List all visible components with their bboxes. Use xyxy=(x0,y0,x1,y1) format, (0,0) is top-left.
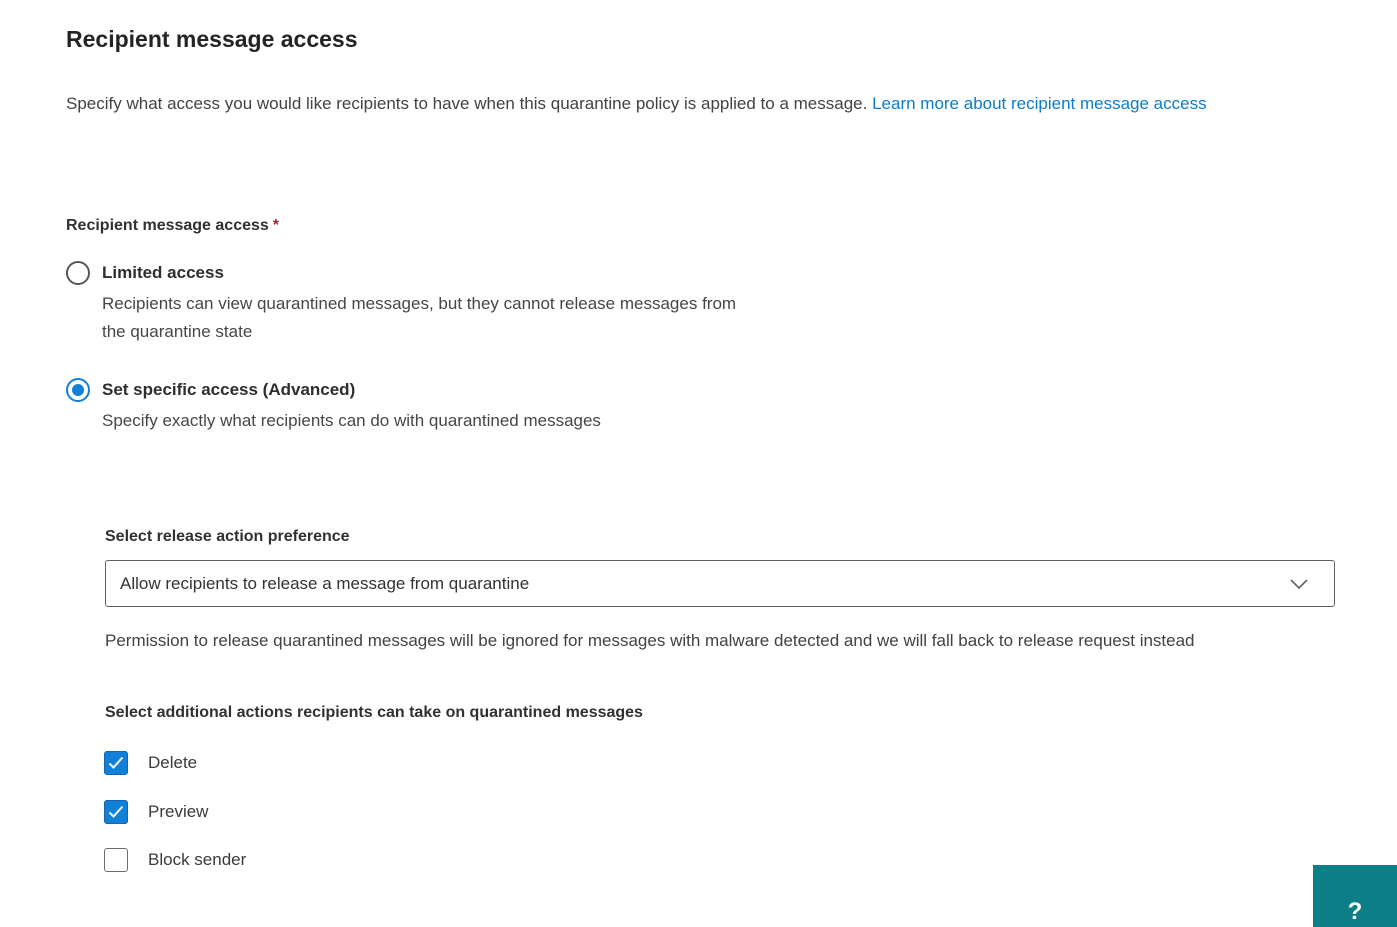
release-permission-note: Permission to release quarantined messages will be ignored for messages with malware detected and we will fall back to release request instead xyxy=(105,631,1195,650)
radio-option-description: Recipients can view quarantined messages, but they cannot release messages from the quarantine state xyxy=(102,294,737,341)
release-action-label: Select release action preference xyxy=(105,528,350,545)
help-button[interactable] xyxy=(1313,865,1397,927)
radio-option-text xyxy=(102,260,747,346)
page-title: Recipient message access xyxy=(66,26,358,52)
radio-option-text xyxy=(102,377,601,435)
learn-more-link[interactable]: Learn more about recipient message access xyxy=(872,94,1207,113)
field-label-text: Recipient message access xyxy=(66,217,269,234)
recipient-access-field-label xyxy=(66,217,279,235)
release-action-selected-value: Allow recipients to release a message from quarantine xyxy=(120,573,530,593)
radio-unselected-icon[interactable] xyxy=(66,261,90,285)
checkbox-label: Delete xyxy=(148,753,198,772)
required-asterisk: * xyxy=(272,217,280,234)
additional-actions-label: Select additional actions recipients can take on quarantined messages xyxy=(105,704,643,721)
radio-option-label: Set specific access (Advanced) xyxy=(102,380,356,399)
checkmark-icon xyxy=(108,805,124,819)
checkbox-label: Preview xyxy=(148,802,209,821)
help-question-icon: ? xyxy=(1347,898,1363,925)
checkbox-row-block-sender[interactable] xyxy=(104,848,246,872)
radio-option-description: Specify exactly what recipients can do with quarantined messages xyxy=(102,411,601,430)
radio-selected-icon[interactable] xyxy=(66,378,90,402)
radio-option-limited-access[interactable] xyxy=(66,260,747,346)
checkbox-checked-icon[interactable] xyxy=(104,751,128,775)
checkmark-icon xyxy=(108,756,124,770)
radio-option-label: Limited access xyxy=(102,263,224,282)
chevron-down-icon xyxy=(1290,578,1308,590)
checkbox-label: Block sender xyxy=(148,850,247,869)
checkbox-unchecked-icon[interactable] xyxy=(104,848,128,872)
checkbox-checked-icon[interactable] xyxy=(104,800,128,824)
intro-text-body: Specify what access you would like recipients to have when this quarantine policy is applied to a message. xyxy=(66,94,868,113)
release-action-dropdown[interactable] xyxy=(105,560,1335,607)
checkbox-row-delete[interactable] xyxy=(104,751,197,775)
radio-option-set-specific-access[interactable] xyxy=(66,377,601,435)
intro-text xyxy=(66,90,1336,118)
checkbox-row-preview[interactable] xyxy=(104,800,208,824)
